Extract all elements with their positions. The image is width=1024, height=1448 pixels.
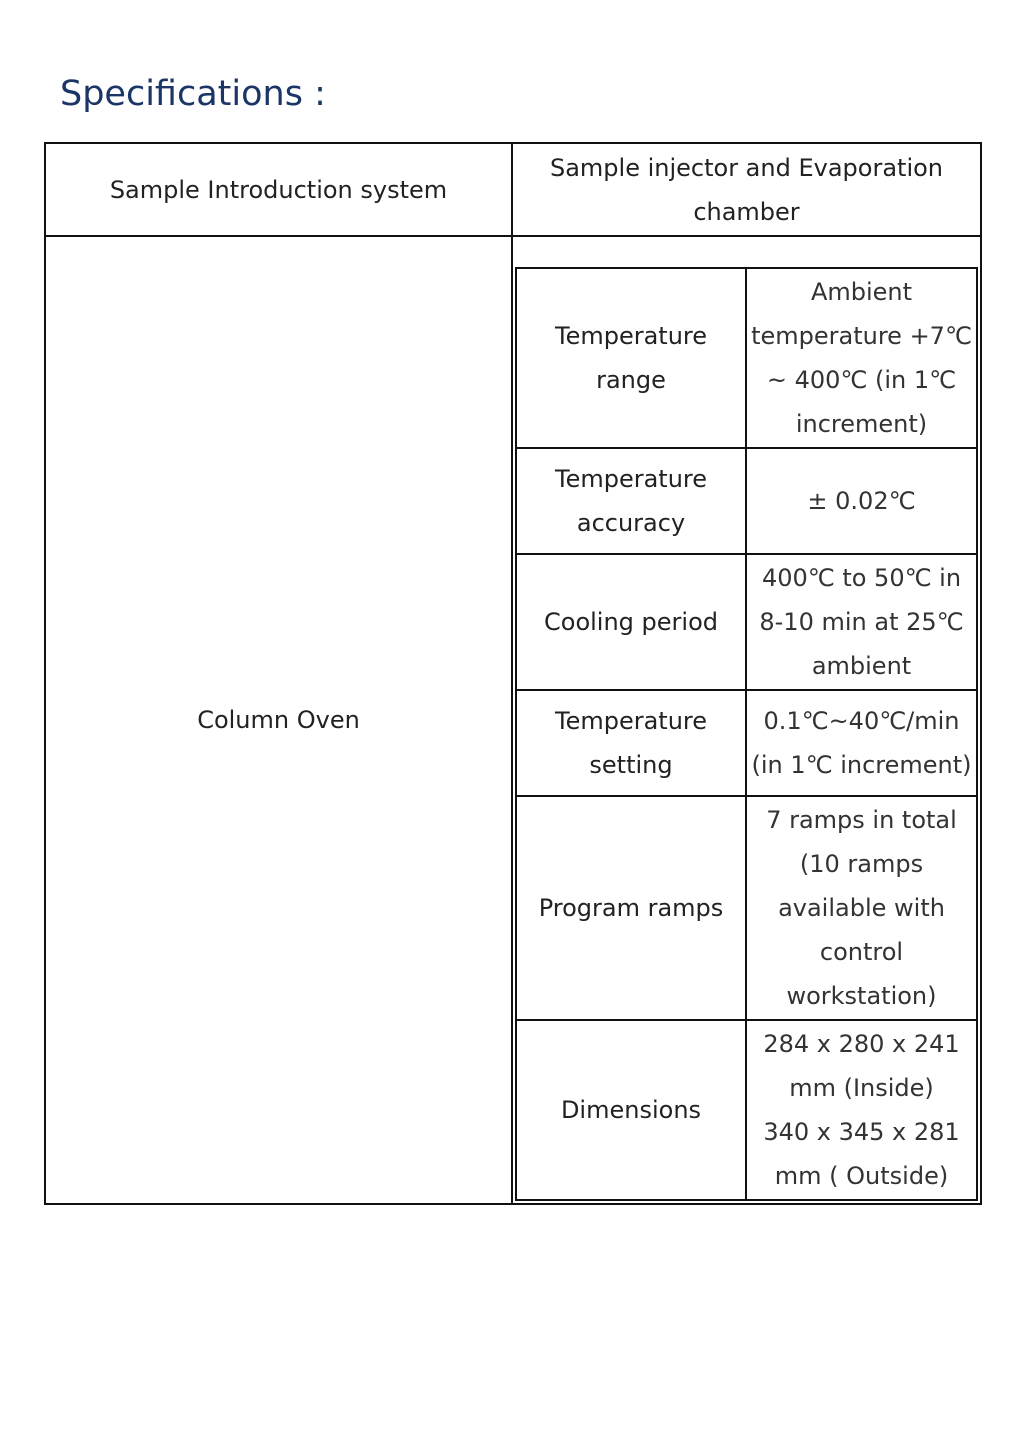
spec-label-dimensions: Dimensions [516,1020,746,1200]
table-row [516,796,977,1020]
column-oven-row [45,236,981,1204]
table-row [516,268,977,448]
sample-injector-header: Sample injector and Evaporation chamber [512,143,981,236]
spec-label-temperature-accuracy: Temperature accuracy [516,448,746,554]
dimensions-outside: 340 x 345 x 281 mm ( Outside) [763,1118,960,1190]
spec-value-cooling-period: 400℃ to 50℃ in 8-10 min at 25℃ ambient [746,554,977,690]
spec-label-temperature-range: Temperature range [516,268,746,448]
spec-value-temperature-setting: 0.1℃~40℃/min (in 1℃ increment) [746,690,977,796]
specifications-table [44,142,982,1205]
sample-introduction-header: Sample Introduction system [45,143,512,236]
spec-value-program-ramps: 7 ramps in total (10 ramps available with control workstation) [746,796,977,1020]
spec-value-dimensions [746,1020,977,1200]
table-row [516,1020,977,1200]
spec-label-program-ramps: Program ramps [516,796,746,1020]
column-oven-label: Column Oven [45,236,512,1204]
spec-value-temperature-accuracy: ± 0.02℃ [746,448,977,554]
table-row [516,448,977,554]
spec-label-temperature-setting: Temperature setting [516,690,746,796]
column-oven-specs-cell [512,236,981,1204]
spec-label-cooling-period: Cooling period [516,554,746,690]
column-oven-specs-table [515,267,978,1201]
dimensions-inside: 284 x 280 x 241 mm (Inside) [763,1030,960,1102]
table-row [516,554,977,690]
table-row [516,690,977,796]
header-row [45,143,981,236]
spec-value-temperature-range: Ambient temperature +7℃ ~ 400℃ (in 1℃ increment) [746,268,977,448]
page-title: Specifications : [60,74,326,114]
